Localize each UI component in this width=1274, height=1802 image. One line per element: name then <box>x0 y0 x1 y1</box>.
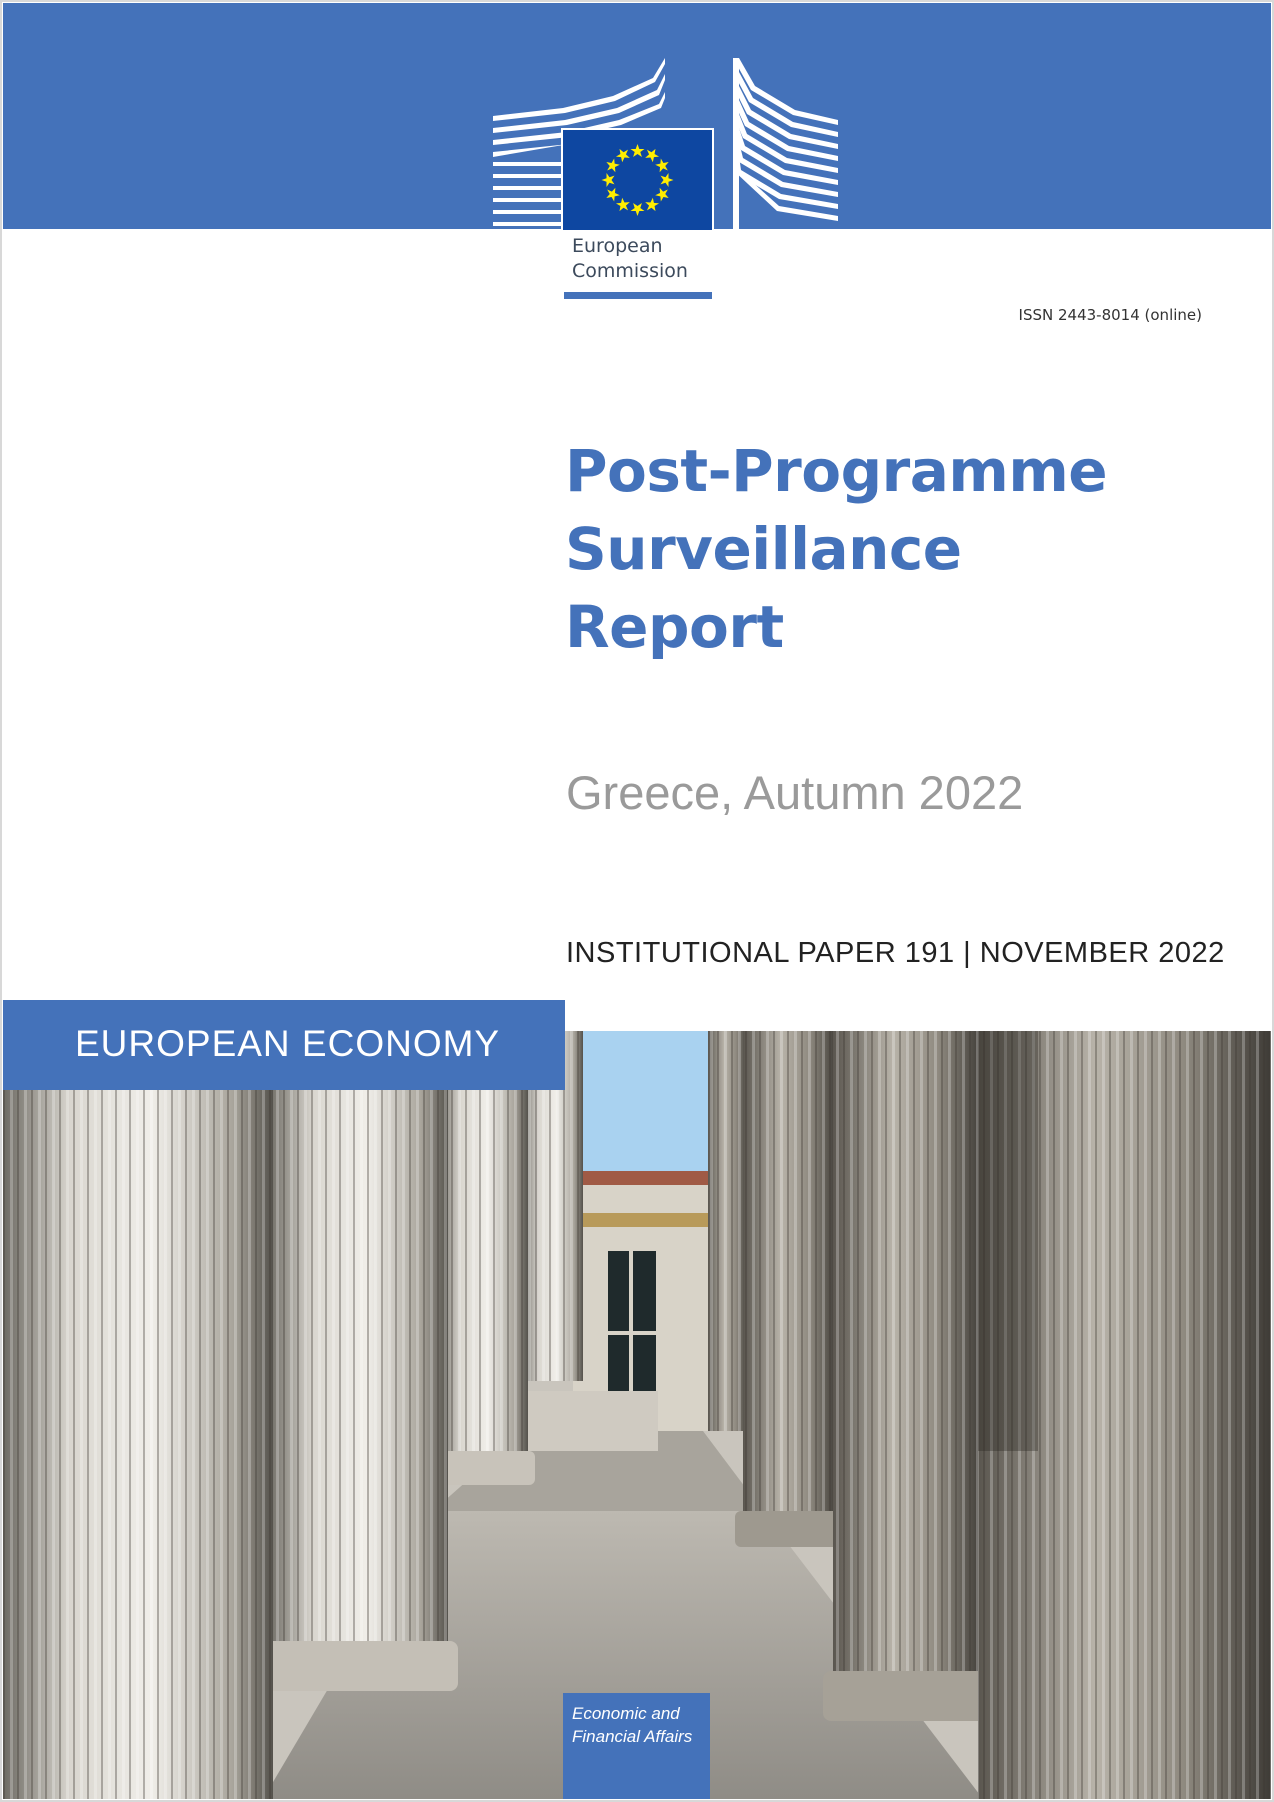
publisher-underline <box>564 292 712 299</box>
series-name: EUROPEAN ECONOMY <box>75 1023 501 1064</box>
publisher-name-line1: European <box>572 235 663 257</box>
document-title <box>565 432 1225 666</box>
document-subtitle: Greece, Autumn 2022 <box>566 766 1024 819</box>
publisher-name-line2: Commission <box>572 260 688 282</box>
publisher-name <box>572 234 688 284</box>
marble-columns-photo <box>3 1031 1271 1799</box>
eu-flag-icon <box>563 130 712 230</box>
dg-line2: Financial Affairs <box>572 1727 693 1746</box>
title-line3: Report <box>565 593 784 661</box>
title-line2: Surveillance <box>565 515 962 583</box>
dg-line1: Economic and <box>572 1704 680 1723</box>
title-line1: Post-Programme <box>565 437 1108 505</box>
issn-number: ISSN 2443-8014 (online) <box>1018 306 1202 324</box>
directorate-general-name <box>572 1702 692 1748</box>
paper-number-date: INSTITUTIONAL PAPER 191 | NOVEMBER 2022 <box>566 937 1225 969</box>
